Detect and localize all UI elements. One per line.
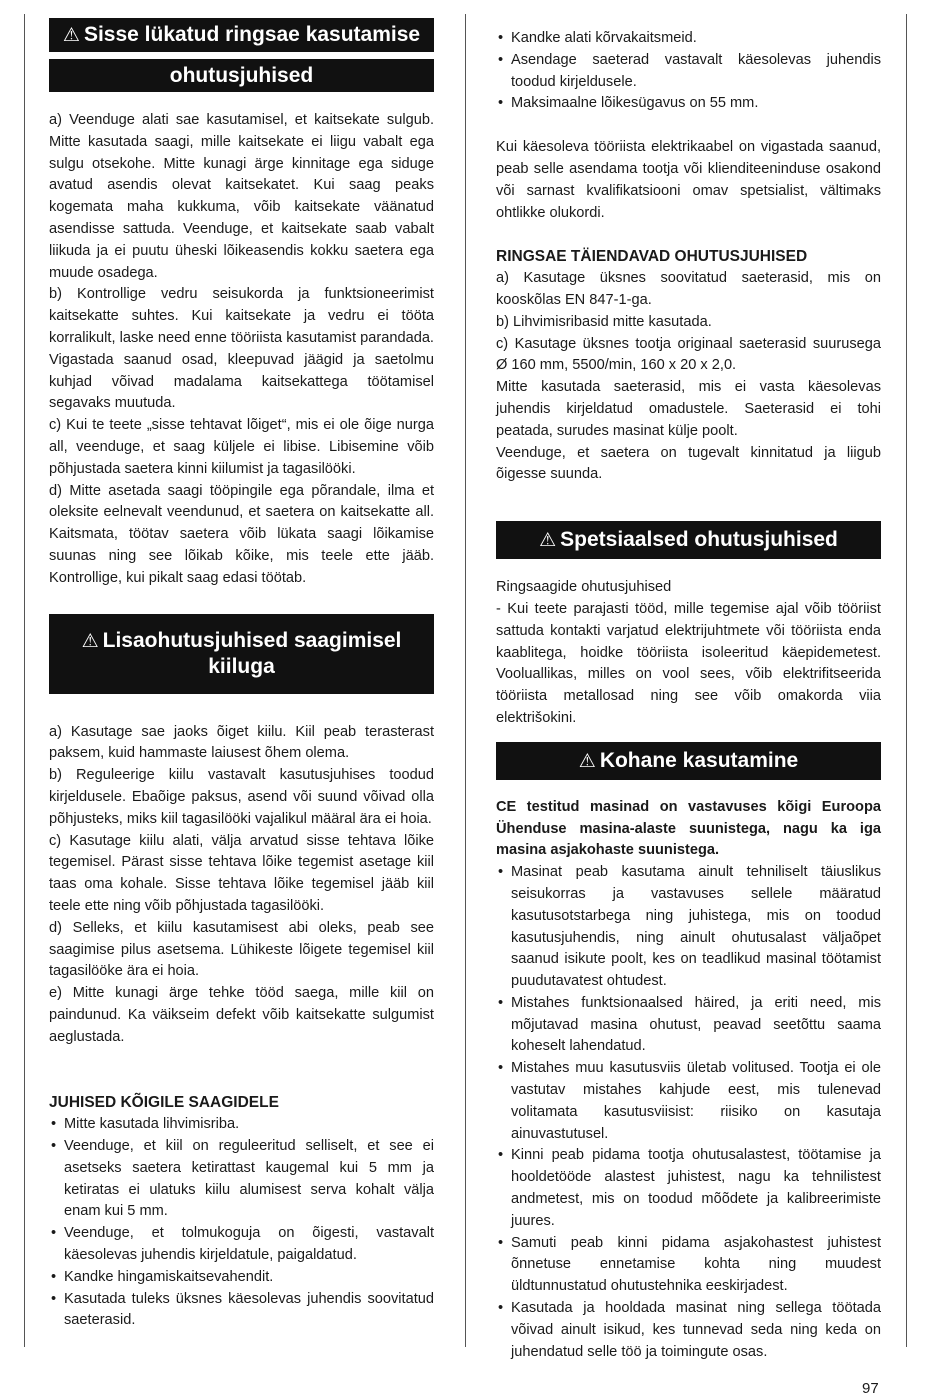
warning-icon: ⚠ (578, 750, 596, 772)
column-rule-right (906, 14, 907, 1347)
paragraph: - Kui teete parajasti tööd, mille tegemise ajal võib tööriist sattuda kontakti varjatud elektrijuhtmete või tööriista enda kaablitega, hoidke tööriista isoleeritud käepidemetest. Vooluallikas, milles on vool sees, võib elektrifitseerida tööriista metallosad ning see võib omakorda viia elektrišokini. (496, 600, 881, 726)
section-banner-plunge-saw (49, 18, 434, 52)
list-item: • Mistahes funktsionaalsed häired, ja eriti need, mis mõjutavad masina ohutust, peavad seetõttu saama koheselt lahendatud. (496, 993, 881, 1058)
list-item: • Kasutada tuleks üksnes käesolevas juhendis soovitatud saeterasid. (49, 1289, 434, 1333)
paragraph: Veenduge, et saetera on tugevalt kinnitatud ja liigub õigesse suunda. (496, 444, 881, 483)
list-item: • Veenduge, et tolmukoguja on õigesti, vastavalt käesolevas juhendis kirjeldatule, paigaldatud. (49, 1223, 434, 1267)
left-column (49, 18, 434, 1332)
all-saws-list (49, 1114, 434, 1332)
list-item: • Kasutada ja hooldada masinat ning sellega töötada võivad ainult isikud, kes tunnevad seda ning keda on juhendatud selle töö ja toimingute osas. (496, 1298, 881, 1363)
banner-title: Spetsiaalsed ohutusjuhised (560, 528, 838, 552)
paragraph: b) Reguleerige kiilu vastavalt kasutusjuhises toodud kirjeldusele. Ebaõige paksus, asend või suund võivad olla põhjusteks, miks kiil tagasilööki vajalikul määral ära ei hoia. (49, 767, 434, 827)
section-riving-knife-body (49, 722, 434, 1049)
paragraph: b) Kontrollige vedru seisukorda ja funktsioneerimist kaitsekatte suhtes. Kui kaitsekate ja vedru ei tööta korralikult, laske need enne tööriista kasutamist parandada. Vigastada saanud osad, kleepuvad jäägid ja saetolmu kuhjad võivad madalama kaitsekattega töötamisel segavaks muutuda. (49, 286, 434, 412)
paragraph: Mitte kasutada saeterasid, mis ei vasta käesolevas juhendis kirjeldatud omadustele. Saeterasid ei tohi peatada, surudes masinat külje poolt. (496, 379, 881, 439)
list-item: • Kinni peab pidama tootja ohutusalastest, töötamise ja hooldetööde alastest juhistest, nagu ka tehnilistest andmetest, mis on toodud mõõdete ja kalibreerimiste juures. (496, 1145, 881, 1232)
section-banner-riving-knife (49, 614, 434, 694)
section-heading-all-saws: JUHISED KÕIGILE SAAGIDELE (49, 1094, 279, 1112)
paragraph: c) Kui te teete „sisse tehtavat lõiget“, mis ei ole õige nurga all, veenduge, et saag küljele ei libise. Libisemine võib põhjustada saetera kinni kiilumist ja tagasilööki. (49, 417, 434, 477)
list-item: • Kandke hingamiskaitsevahendit. (49, 1267, 434, 1289)
paragraph: b) Lihvimisribasid mitte kasutada. (496, 313, 712, 330)
paragraph: a) Kasutage üksnes soovitatud saeterasid, mis on kooskõlas EN 847-1-ga. (496, 270, 881, 308)
paragraph: c) Kasutage üksnes tootja originaal saeterasid suurusega Ø 160 mm, 5500/min, 160 x 20 x 2,0. (496, 335, 881, 374)
warning-icon: ⚠ (62, 25, 80, 46)
list-item: • Kandke alati kõrvakaitsmeid. (496, 28, 881, 50)
right-column (496, 28, 881, 1363)
warning-icon: ⚠ (539, 530, 557, 552)
cable-paragraph: Kui käesoleva tööriista elektrikaabel on vigastada saanud, peab selle asendama tootja või klienditeeninduse osakond või sarnast kvalifikatsiooni omav spetsialist, vältimaks ohtlikke olukordi. (496, 139, 881, 221)
column-rule-left (24, 14, 25, 1347)
list-item: • Maksimaalne lõikesügavus on 55 mm. (496, 93, 881, 115)
warning-icon: ⚠ (81, 630, 99, 652)
section-plunge-saw-body (49, 110, 434, 590)
banner-title-line1: Sisse lükatud ringsae kasutamise (83, 23, 421, 46)
section-banner-special (496, 521, 881, 559)
paragraph: d) Selleks, et kiilu kasutamisest abi oleks, peab see saagimise pilus asetsema. Lühikeste lõigete tegemisel kiil tagasilööke ära ei hoia. (49, 919, 434, 980)
intended-use-list (496, 862, 881, 1363)
section-circular-saw-body (496, 268, 881, 486)
list-item: • Mitte kasutada lihvimisriba. (49, 1114, 434, 1136)
banner-title: Kohane kasutamine (599, 748, 799, 772)
banner-title-line2: kiiluga (208, 654, 275, 678)
protection-list (496, 28, 881, 115)
paragraph: d) Mitte asetada saagi tööpingile ega põrandale, ilma et oleksite eelnevalt veendunud, et saetera on kaitsekatte all. Kaitsmata, töötav saetera võib lükata saagi lõikamise suunas ning see lõikab kõike, mis teele ette jääb. Kontrollige, kui pikalt saag edasi töötab. (49, 482, 434, 586)
paragraph-title: Ringsaagide ohutusjuhised (496, 579, 672, 596)
ce-statement: CE testitud masinad on vastavuses kõigi Euroopa Ühenduse masina-alaste suunistega, nagu ka iga masina asjakohaste suunistega. (496, 798, 881, 859)
list-item: • Veenduge, et kiil on reguleeritud selliselt, et see ei asetseks saetera ketirattast kaugemal kui 5 mm ja ketiratas ei ulatuks kiilu alumisest serva kohalt välja enam kui 5 mm. (49, 1136, 434, 1223)
page-number: 97 (862, 1380, 879, 1397)
section-special-body (496, 577, 881, 730)
paragraph: e) Mitte kunagi ärge tehke tööd saega, mille kiil on paindunud. Ka väikseim defekt võib kaitsekatte sulgumist aeglustada. (49, 985, 434, 1045)
section-banner-intended-use (496, 742, 881, 780)
paragraph: a) Veenduge alati sae kasutamisel, et kaitsekate sulgub. Mitte kasutada saagi, mille kaitsekate ei liigu vabalt ega sulgu otsekohe. Mitte kunagi ärge kinnitage ega siduge avatud asendis olevat kaitsekatet. Kui saag peaks kogemata maha kukkuma, võib kaitsekate väänatud asendisse sattuda. Veenduge, et kaitsekate saab vabalt liikuda ja ei puutu üheski lõikeasendis kokku saetera ega muude osadega. (49, 112, 434, 281)
section-heading-circular-saw: RINGSAE TÄIENDAVAD OHUTUSJUHISED (496, 248, 808, 266)
list-item: • Masinat peab kasutama ainult tehniliselt täiuslikus seisukorras ja vastavuses sellele määratud kasutusotstarbega ning juhistega, mis on toodud kasutusjuhendis, ning ainult ohutusalast väljaõpet saanud isikute poolt, kes on teadlikud masinal töötamist puudutavatest ohtudest. (496, 862, 881, 993)
column-rule-center (465, 14, 466, 1347)
section-banner-plunge-saw-line2 (49, 59, 434, 92)
paragraph: c) Kasutage kiilu alati, välja arvatud sisse tehtava lõike tegemisel. Pärast sisse tehtava lõike tegemist asetage kiil taas oma kohale. Sisse tehtava lõike tegemisel jääb kiil teele ette ning võib põhjustada tagasilööki. (49, 832, 434, 914)
banner-title-line1: Lisaohutusjuhised saagimisel (102, 628, 402, 652)
banner-title-line2: ohutusjuhised (169, 64, 314, 87)
paragraph: a) Kasutage sae jaoks õiget kiilu. Kiil peab terasterast paksem, kuid hammaste laiusest õhem olema. (49, 723, 434, 762)
list-item: • Samuti peab kinni pidama asjakohastest juhistest õnnetuse ennetamise kohta ning muudest üldtunnustatud ohutustehnika eeskirjadest. (496, 1233, 881, 1298)
list-item: • Asendage saeterad vastavalt käesolevas juhendis toodud kirjeldusele. (496, 50, 881, 94)
list-item: • Mistahes muu kasutusviis ületab volitused. Tootja ei ole vastutav mistahes kahjude eest, mis tulenevad volitamata kasutusviisist: riisiko on kasutaja ainuvastutusel. (496, 1058, 881, 1145)
